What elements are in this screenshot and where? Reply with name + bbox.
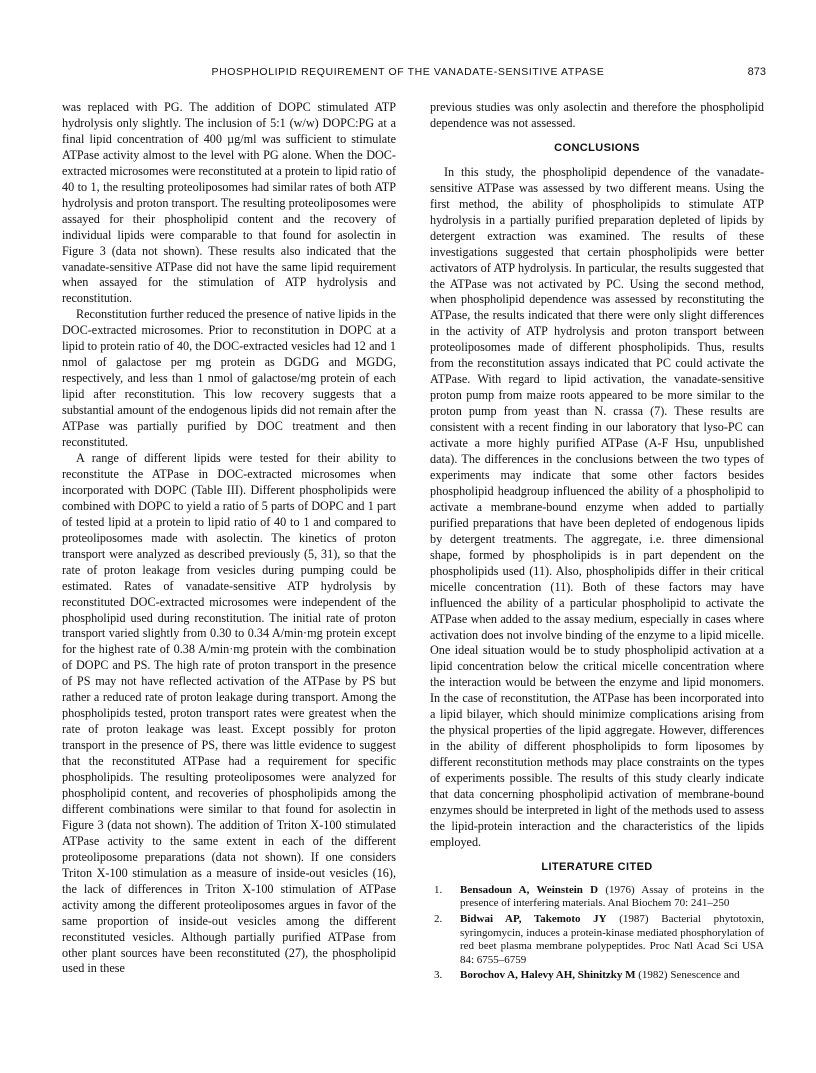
reference-number: 1. [434,883,443,896]
reference-authors: Bidwai AP, Takemoto JY [460,912,607,925]
reference-details: (1987) Bacterial phytotoxin, syringomycin, induces a protein-kinase mediated phosphorylation of red beet plasma membrane polypeptides. Proc Natl Acad Sci USA 84: 6755–6759 [460,912,764,966]
left-column [62,100,396,977]
reference-details: (1982) Senescence and [635,969,740,982]
running-header [50,66,766,86]
running-title: PHOSPHOLIPID REQUIREMENT OF THE VANADATE-SENSITIVE ATPASE [211,66,605,78]
reference-item [430,884,764,911]
reference-list [430,884,764,983]
reference-details: (1976) Assay of proteins in the presence of interfering materials. Anal Biochem 70: 241–250 [460,883,764,910]
conclusions-paragraph: In this study, the phospholipid dependence of the vanadate-sensitive ATPase was assessed by two different means. Using the first method, the ability of phospholipids to stimulate ATP hydrolysis in a partially purified preparation depleted of lipids by detergent extraction was examined. The results of these investigations suggested that certain phospholipids were better activators of ATP hydrolysis. In particular, the results suggested that the ATPase was not activated by PC. Using the second method, when phospholipid dependence was assessed by reconstituting the ATPase, the results indicated that there were only slight differences in the activity of ATP hydrolysis and proton transport between proteoliposomes made of different phospholipids. Thus, results from the reconstitution assays indicated that PC could activate the ATPase. With regard to lipid activation, the vanadate-sensitive proton pump from maize roots appeared to be more similar to the proton pump from yeast than N. crassa (7). These results are consistent with a recent finding in our laboratory that lyso-PC can activate a more highly purified ATPase (A-F Hsu, unpublished data). The differences in the conclusions between the two types of experiments may indicate that some other factors besides phospholipid headgroup influenced the ability of a phospholipid to activate a membrane-bound enzyme when added to partially purified preparations that have been depleted of endogenous lipids by detergent treatments. The aggregate, i.e. three dimensional shape, formed by phospholipids is in part dependent on the phospholipids used (11). Also, phospholipids differ in their critical micelle concentration (11). Both of these factors may have influenced the ability of a particular phospholipid to activate the ATPase when added to the assay medium, especially in cases where activation does not involve binding of the enzyme to a lipid micelle. One ideal situation would be to study phospholipid activation at a lipid concentration below the critical micelle concentration where the interaction would be between the enzyme and lipid monomers. In the case of reconstitution, the ATPase has been incorporated into a lipid bilayer, which should minimize complications arising from the physical properties of the lipid aggregate. However, differences in the ability of different phospholipids to form liposomes by different reconstitution methods may place constraints on the types of experiments possible. The results of this study clearly indicate that data concerning phospholipid activation of membrane-bound enzymes should be interpreted in light of the methods used to assess the lipid-protein interaction and the characteristics of the lipids employed. [430,164,764,849]
body-paragraph: was replaced with PG. The addition of DOPC stimulated ATP hydrolysis only slightly. The inclusion of 5:1 (w/w) DOPC:PG at a final lipid concentration of 400 µg/ml was sufficient to stimulate ATPase activity almost to the level with PG alone. When the DOC-extracted microsomes were reconstituted at a protein to lipid ratio of 40 to 1, the resulting proteoliposomes had similar rates of both ATP hydrolysis and proton transport. The resulting proteoliposomes were assayed for their phospholipid content and the recovery of individual lipids were comparable to that found for asolectin in Figure 3 (data not shown). These results also indicated that the vanadate-sensitive ATPase did not have the same lipid requirement when assayed for the stimulation of ATP hydrolysis and reconstitution. [62,100,396,306]
body-paragraph: previous studies was only asolectin and therefore the phospholipid dependence was not assessed. [430,100,764,130]
page-number: 873 [747,66,766,78]
reference-number: 3. [434,969,443,982]
reference-authors: Borochov A, Halevy AH, Shinitzky M [460,969,636,982]
reference-item [430,969,764,983]
right-column [430,100,764,985]
body-paragraph: A range of different lipids were tested for their ability to reconstitute the ATPase in DOC-extracted microsomes when incorporated with DOPC (Table III). Different phospholipids were combined with DOPC to yield a ratio of 5 parts of DOPC and 1 part of tested lipid at a protein to lipid ratio of 40 to 1 and compared to proteoliposomes made with asolectin. The kinetics of proton transport were analyzed as described previously (5, 31), so that the rate of proton leakage from vesicles during pumping could be estimated. Rates of vanadate-sensitive ATP hydrolysis by reconstituted DOC-extracted microsomes were independent of the phospholipid used during reconstitution. The initial rate of proton transport varied slightly from 0.30 to 0.34 A/min·mg protein except for the highest rate of 0.38 A/min·mg protein with the combination of DOPC and PS. The high rate of proton transport in the presence of PS may not have reflected activation of the ATPase by PS but rather a reduced rate of proton leakage during transport. Among the phospholipids tested, proton transport rates were greatest when the rate of proton leakage was least. Except possibly for proton transport in the presence of PS, there was little evidence to suggest that the reconstituted ATPase had a requirement for specific phospholipids. The resulting proteoliposomes were analyzed for phospholipid content, and recoveries of phospholipids among the different combinations were similar to that found for asolectin in Figure 3 (data not shown). The addition of Triton X-100 stimulated ATPase activity to the same extent in each of the different proteoliposome preparations (data not shown). If one considers Triton X-100 stimulation as a measure of inside-out vesicles (16), the lack of differences in Triton X-100 stimulation of ATPase activity among the different proteoliposomes argues in favor of the same proportion of inside-out vesicles among the different reconstituted vesicles. Although partially purified ATPase from other plant sources have been reconstituted (27), the phospholipid used in these [62,450,396,976]
reference-item [430,913,764,967]
literature-cited-heading: LITERATURE CITED [541,860,653,873]
body-paragraph: Reconstitution further reduced the presence of native lipids in the DOC-extracted microsomes. Prior to reconstitution in DOPC at a lipid to protein ratio of 40, the DOC-extracted vesicles had 12 and 1 nmol of galactose per mg protein as DGDG and MGDG, respectively, and less than 1 nmol of galactose/mg protein of each lipid after reconstitution. This low recovery suggests that a substantial amount of the endogenous lipids did not remain after the ATPase was partially purified by DOC treatment and then reconstituted. [62,307,396,450]
reference-authors: Bensadoun A, Weinstein D [460,883,599,896]
reference-number: 2. [434,912,443,925]
conclusions-heading: CONCLUSIONS [554,141,640,154]
